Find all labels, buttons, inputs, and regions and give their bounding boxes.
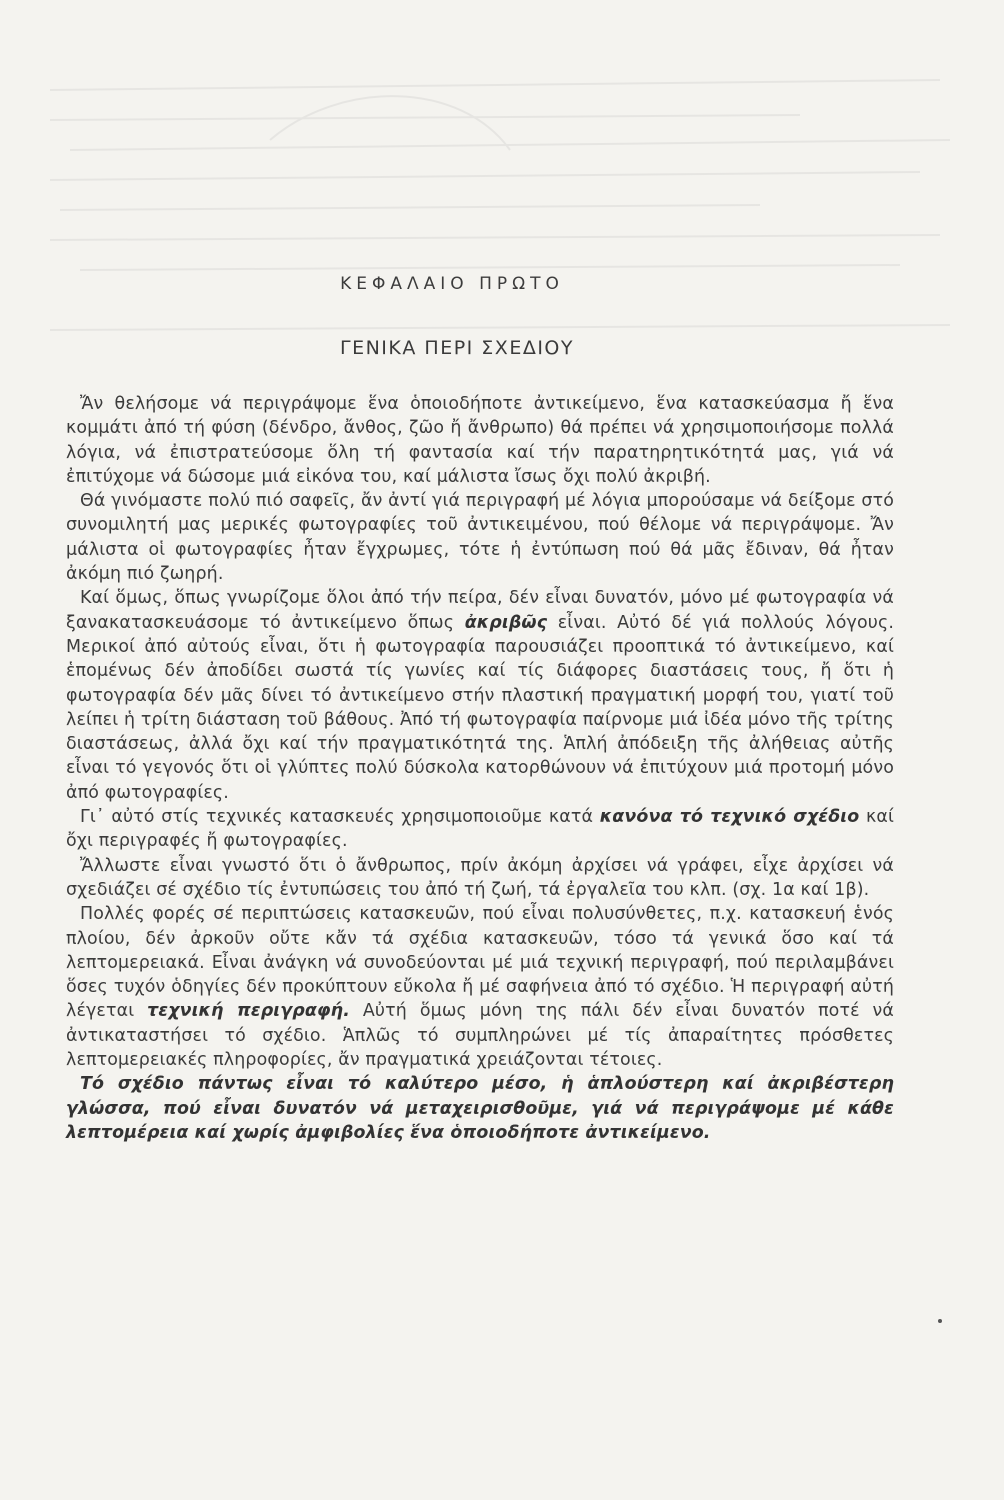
section-title: ΓΕΝΙΚΑ ΠΕΡΙ ΣΧΕΔΙΟΥ [340,337,574,359]
paragraph-2: Θά γινόμαστε πολύ πιό σαφεῖς, ἄν ἀντί γιά περιγραφή μέ λόγια μπορούσαμε νά δείξομε στό συνομιλητή μας μερικές φωτογραφίες τοῦ ἀντικειμένου, πού θέλομε νά περιγράψομε. Ἄν μάλιστα οἱ φωτογραφίες ἦταν ἔγχρωμες, τότε ἡ ἐντύπωση πού θά μᾶς ἔδιναν, θά ἦταν ἀκόμη πιό ζωηρή. [66,491,894,585]
paragraph-3 [66,586,894,805]
paragraph-5: Ἄλλωστε εἶναι γνωστό ὅτι ὁ ἄνθρωπος, πρίν ἀκόμη ἀρχίσει νά γράφει, εἶχε ἀρχίσει νά σχεδιάζει σέ σχέδιο τίς ἐντυπώσεις του ἀπό τή ζωή, τά ἐργαλεῖα του κλπ. (σχ. 1α καί 1β). [66,855,894,900]
paragraph-6-text-a: Πολλές φορές σέ περιπτώσεις κατασκευῶν, πού εἶναι πολυσύνθετες, π.χ. κατασκευή ἑνός πλοίου, δέν ἀρκοῦν οὔτε κἄν τά σχέδια κατασκευῶν, τόσο τά γενικά ὅσο καί τά λεπτομερειακά. Εἶναι ἀνάγκη νά συνοδεύονται μέ μιά τεχνική περιγραφή, πού περιλαμβάνει ὅσες τυχόν ὁδηγίες δέν προκύπτουν εὔκολα ἤ μέ σαφήνεια ἀπό τό σχέδιο. Ἡ περιγραφή αὐτή λέγεται [66,904,894,1022]
paragraph-4-text-b: καί ὄχι περιγραφές ἤ φωτογραφίες. [66,807,894,852]
paragraph-4 [66,805,894,854]
emphasis-akrivos: ἀκριβῶς [464,612,548,633]
paragraph-1: Ἄν θελήσομε νά περιγράψομε ἕνα ὁποιοδήποτε ἀντικείμενο, ἕνα κατασκεύασμα ἤ ἕνα κομμάτι ἀπό τή φύση (δένδρο, ἄνθος, ζῶο ἤ ἄνθρωπο) θά πρέπει νά χρησιμοποιήσομε πολλά λόγια, νά ἐπιστρατεύσομε ὅλη τή φαντασία καί τήν παρατηρητικότητά μας, γιά νά ἐπιτύχομε νά δώσομε μιά εἰκόνα του, καί μάλιστα ἴσως ὄχι πολύ ἀκριβή. [66,394,894,487]
body-text [66,392,894,1145]
chapter-heading: ΚΕΦΑΛΑΙΟ ΠΡΩΤΟ [340,274,564,294]
ink-speck [938,1319,942,1323]
paragraph-6-text-b: Αὐτή ὅμως μόνη της πάλι δέν εἶναι δυνατόν ποτέ νά ἀντικαταστήσει τό σχέδιο. Ἁπλῶς τό συμπληρώνει μέ τίς ἀπαραίτητες πρόσθετες λεπτομερειακές πληροφορίες, ἄν πραγματικά χρειάζονται τέτοιες. [66,1001,895,1071]
emphasis-technical-description: τεχνική περιγραφή. [147,1001,350,1022]
emphasis-technical-drawing: κανόνα τό τεχνικό σχέδιο [599,807,860,828]
concluding-paragraph: Τό σχέδιο πάντως εἶναι τό καλύτερο μέσο, ἡ ἁπλούστερη καί ἀκριβέστερη γλώσσα, πού εἶναι δυνατόν νά μεταχειρισθοῦμε, γιά νά περιγράψομε μέ κάθε λεπτομέρεια καί χωρίς ἀμφιβολίες ἕνα ὁποιοδήποτε ἀντικείμενο. [66,1074,894,1143]
paragraph-3-text-b: εἶναι. Αὐτό δέ γιά πολλούς λόγους. Μερικοί ἀπό αὐτούς εἶναι, ὅτι ἡ φωτογραφία παρουσιάζει προοπτικά τό ἀντικείμενο, καί ἑπομένως δέν ἀποδίδει σωστά τίς γωνίες καί τίς διάφορες διαστάσεις τους, ἤ ὅτι ἡ φωτογραφία δέν μᾶς δίνει τό ἀντικείμενο στήν πλαστική πραγματική μορφή του, γιατί τοῦ λείπει ἡ τρίτη διάσταση τοῦ βάθους. Ἀπό τή φωτογραφία παίρνομε μιά ἰδέα μόνο τῆς τρίτης διαστάσεως, ἀλλά ὄχι καί τήν πραγματικότητά της. Ἁπλή ἀπόδειξη τῆς ἀλήθειας αὐτῆς εἶναι τό γεγονός ὅτι οἱ γλύπτες πολύ δύσκολα κατορθώνουν νά ἐπιτύχουν μιά προτομή μόνο ἀπό φωτογραφίες. [66,612,895,803]
paragraph-4-text-a: Γι᾽ αὐτό στίς τεχνικές κατασκευές χρησιμοποιοῦμε κατά [80,807,600,828]
paragraph-6 [66,902,894,1072]
paragraph-3-text-a: Καί ὅμως, ὅπως γνωρίζομε ὅλοι ἀπό τήν πείρα, δέν εἶναι δυνατόν, μόνο μέ φωτογραφία νά ξανακατασκευάσομε τό ἀντικείμενο ὅπως [66,588,894,633]
